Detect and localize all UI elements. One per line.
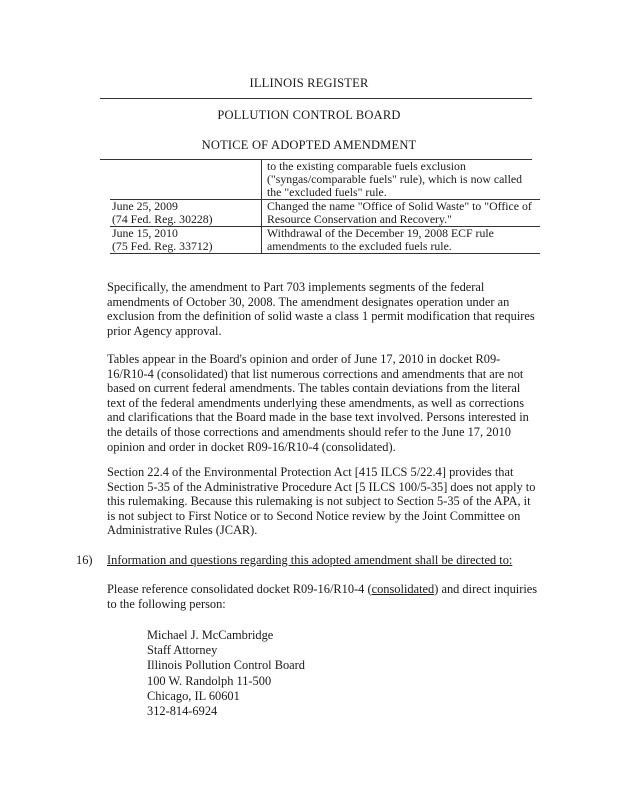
section-heading: Information and questions regarding this adopted amendment shall be directed to: <box>107 553 513 567</box>
row-description: Withdrawal of the December 19, 2008 ECF rule amendments to the excluded fuels rule. <box>262 227 541 254</box>
row-citation: (75 Fed. Reg. 33712) <box>112 239 213 253</box>
notice-title: NOTICE OF ADOPTED AMENDMENT <box>201 138 417 152</box>
inquiry-intro: Please reference consolidated docket R09-16/R10-4 (consolidated) and direct inquiries to the following person: <box>107 582 538 611</box>
contact-street: 100 W. Randolph 11-500 <box>147 673 272 688</box>
row-date: June 25, 2009 <box>112 199 178 213</box>
row-description: Changed the name "Office of Solid Waste" to "Office of Resource Conservation and Recovery." <box>262 200 541 227</box>
row-description: to the existing comparable fuels exclusion ("syngas/comparable fuels" rule), which is now called the "excluded fuels" rule. <box>262 160 541 200</box>
register-title: ILLINOIS REGISTER <box>249 76 369 90</box>
table-row <box>110 200 540 227</box>
board-title: POLLUTION CONTROL BOARD <box>217 108 401 122</box>
table-row <box>110 160 540 200</box>
contact-name: Michael J. McCambridge <box>147 628 274 642</box>
paragraph-tables: Tables appear in the Board's opinion and order of June 17, 2010 in docket R09-16/R10-4 (consolidated) that list numerous corrections and amendments that are not based on current federal amendments. The tables contain deviations from the literal text of the federal amendments underlying these amendments, as well as corrections and clarifications that the Board made in the base text involved. Persons interested in the details of those corrections and amendments should refer to the June 17, 2010 opinion and order in docket R09-16/R10-4 (consolidated). <box>107 352 529 454</box>
consolidated-underlined: consolidated <box>371 582 435 596</box>
contact-city: Chicago, IL 60601 <box>147 688 240 703</box>
contact-title: Staff Attorney <box>147 643 218 658</box>
paragraph-section-22-4: Section 22.4 of the Environmental Protection Act [415 ILCS 5/22.4] provides that Section 5-35 of the Administrative Procedure Act [5 ILCS 100/5-35] does not apply to this rulemaking. Because this rulemaking is not subject to Section 5-35 of the APA, it is not subject to First Notice or to Second Notice review by the Joint Committee on Administrative Rules (JCAR). <box>107 465 536 538</box>
row-date: June 15, 2010 <box>112 226 178 240</box>
contact-block <box>147 628 305 719</box>
contact-org: Illinois Pollution Control Board <box>147 658 305 673</box>
contact-phone: 312-814-6924 <box>147 704 218 719</box>
amendments-table <box>110 160 540 254</box>
paragraph-part-703: Specifically, the amendment to Part 703 implements segments of the federal amendments of October 30, 2008. The amendment designates operation under an exclusion from the definition of solid waste a class 1 permit modification that requires prior Agency approval. <box>107 280 535 338</box>
table-row <box>110 227 540 254</box>
header-rule <box>100 98 532 99</box>
section-number: 16) <box>76 553 93 567</box>
row-citation: (74 Fed. Reg. 30228) <box>112 212 213 226</box>
